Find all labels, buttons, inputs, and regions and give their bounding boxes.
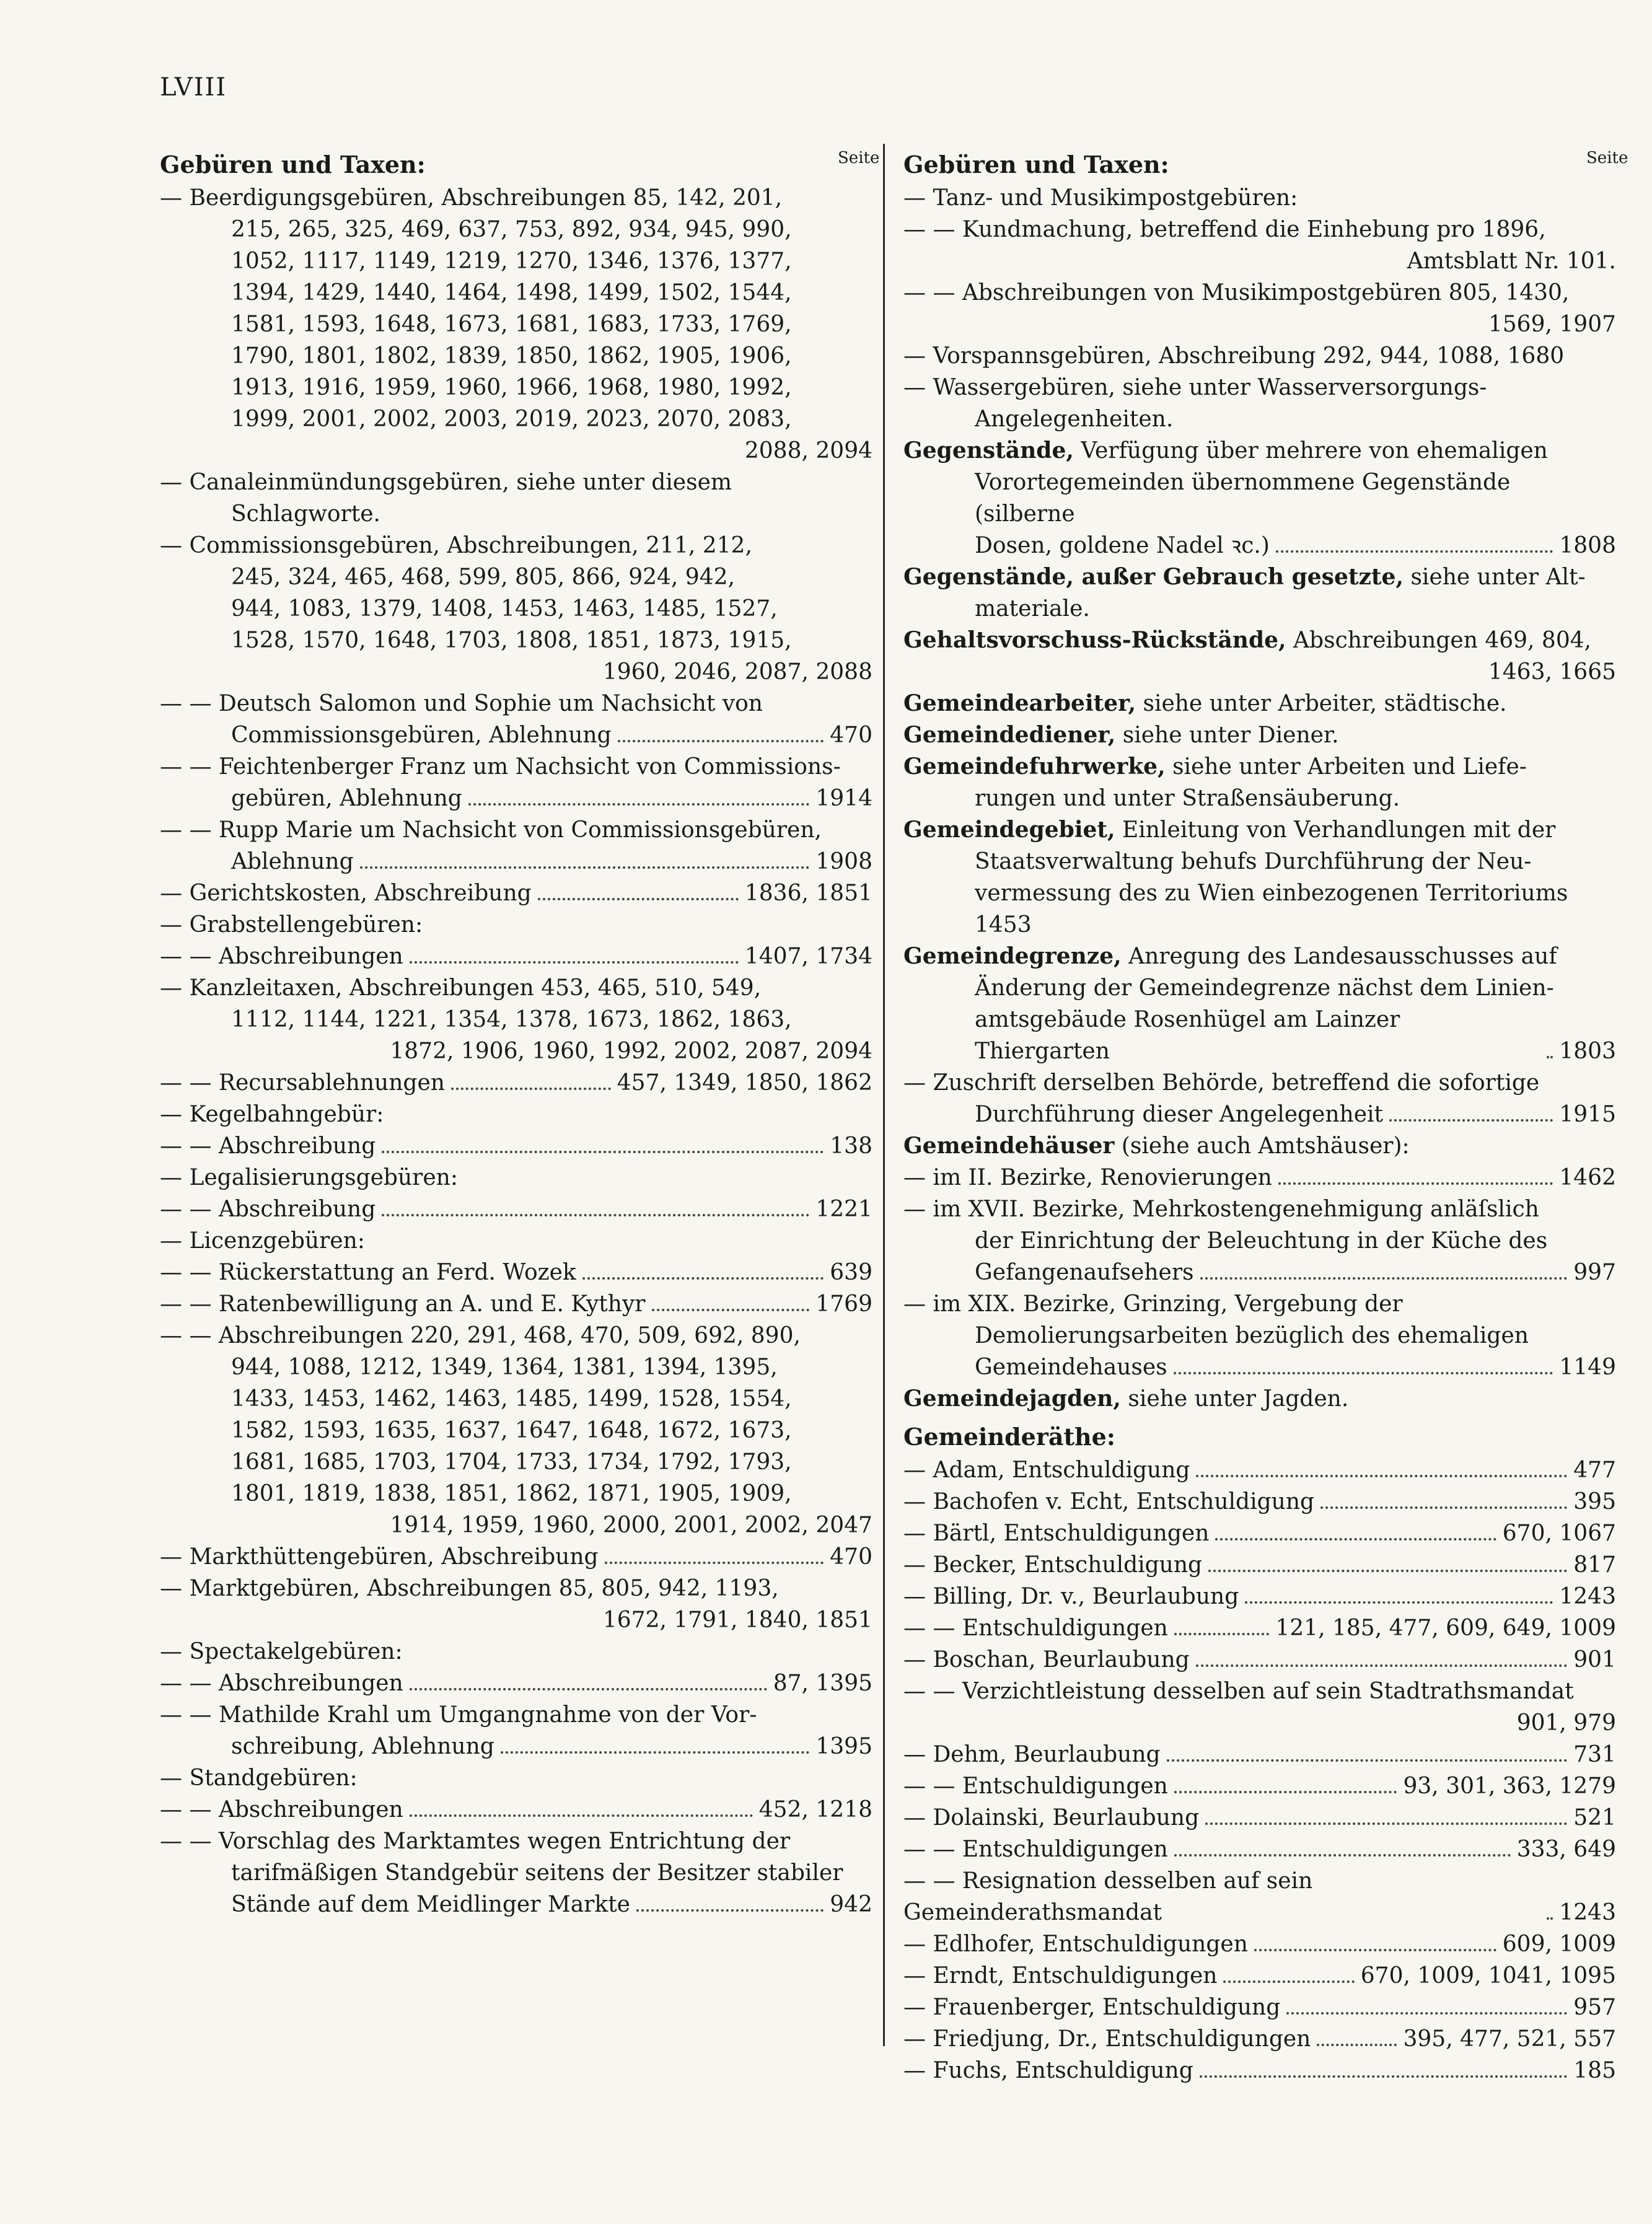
index-entry: — Spectakelgebüren: [160,1639,403,1664]
index-entry: — Marktgebüren, Abschreibungen 85, 805, 942, 1193, 1672, 1791, 1840, 1851 [160,1576,872,1633]
index-entry: — — Mathilde Krahl um Umgangnahme von der Vor- schreibung, Ablehnung 1395 [160,1702,872,1759]
index-entry: Gemeindehäuser (siehe auch Amtshäuser): [903,1133,1410,1159]
column-divider [883,144,885,2046]
index-entry: — Erndt, Entschuldigungen 670, 1009, 1041, 1095 [903,1963,1616,1989]
index-entry: — Edlhofer, Entschuldigungen 609, 1009 [903,1932,1616,1957]
index-entry: — Bachofen v. Echt, Entschuldigung 395 [903,1489,1616,1514]
index-entry: — Licenzgebüren: [160,1228,365,1254]
index-entry: — Dehm, Beurlaubung 731 [903,1742,1616,1767]
index-entry: Gegenstände, Verfügung über mehrere von ehemaligen Vorortegemeinden übernommene Gegenstände (silberne Dosen, goldene Nadel ꝛc.) 1808 [903,437,1616,558]
index-entry: Gemeindediener, siehe unter Diener. [903,722,1339,748]
index-entry: Gemeindefuhrwerke, siehe unter Arbeiten und Liefe- rungen und unter Straßensäuberung. [903,754,1527,811]
index-entry: — — Resignation desselben auf sein Gemeinderathsmandat 1243 [903,1868,1616,1925]
index-entry: Gemeindearbeiter, siehe unter Arbeiter, städtische. [903,690,1507,716]
index-entry: — — Abschreibung 138 [160,1133,872,1159]
index-entry: — — Entschuldigungen 121, 185, 477, 609, 649, 1009 [903,1615,1616,1641]
index-entry: — Wassergebüren, siehe unter Wasserversorgungs- Angelegenheiten. [903,375,1487,432]
index-entry: — Boschan, Beurlaubung 901 [903,1647,1616,1672]
index-entry: — — Entschuldigungen 333, 649 [903,1837,1616,1862]
section-heading: Gemeinderäthe: [903,1423,1115,1451]
index-entry: — Adam, Entschuldigung 477 [903,1457,1616,1483]
section-heading: Gebüren und Taxen: [903,151,1169,178]
index-entry: — Bärtl, Entschuldigungen 670, 1067 [903,1521,1616,1546]
index-entry: — Gerichtskosten, Abschreibung 1836, 1851 [160,881,872,906]
index-entry: — Tanz- und Musikimpostgebüren: [903,185,1298,211]
index-entry: — Vorspannsgebüren, Abschreibung 292, 944, 1088, 1680 [903,343,1565,369]
index-entry: Gegenstände, außer Gebrauch gesetzte, siehe unter Alt- materiale. [903,564,1586,622]
index-entry: — — Abschreibungen von Musikimpostgebüren 805, 1430, 1569, 1907 [903,280,1616,337]
index-entry: — — Deutsch Salomon und Sophie um Nachsicht von Commissionsgebüren, Ablehnung 470 [160,691,872,748]
index-entry: — im XVII. Bezirke, Mehrkostengenehmigung anläſslich der Einrichtung der Beleuchtung in der Küche des Gefangenaufsehers 997 [903,1197,1616,1285]
index-entry: — — Verzichtleistung desselben auf sein Stadtrathsmandat 901, 979 [903,1679,1616,1736]
index-entry: — — Abschreibungen 220, 291, 468, 470, 509, 692, 890, 944, 1088, 1212, 1349, 1364, 1381, 1394, 1395, 1433, 1453, 1462, 1463, 1485, 1499, 1528, 1554, 1582, 1593, 1635, 1637, 1647, 1648, 1672, 1673, 1681, 1685, 1703, 1704, 1733, 1734, 1792, 1793, 1801, 1819, 1838, 1851, 1862, 1871, 1905, 1909, 1914, 1959, 1960, 2000, 2001, 2002, 2047 [160,1323,872,1538]
page-number: LVIII [160,73,227,102]
index-entry: — — Abschreibungen 87, 1395 [160,1671,872,1696]
index-entry: — Dolainski, Beurlaubung 521 [903,1805,1616,1831]
index-entry: — — Entschuldigungen 93, 301, 363, 1279 [903,1773,1616,1799]
index-entry: — Canaleinmündungsgebüren, siehe unter diesem Schlagworte. [160,470,732,527]
index-entry: — Beerdigungsgebüren, Abschreibungen 85, 142, 201, 215, 265, 325, 469, 637, 753, 892, 934, 945, 990, 1052, 1117, 1149, 1219, 1270, 1346, 1376, 1377, 1394, 1429, 1440, 1464, 1498, 1499, 1502, 1544, 1581, 1593, 1648, 1673, 1681, 1683, 1733, 1769, 1790, 1801, 1802, 1839, 1850, 1862, 1905, 1906, 1913, 1916, 1959, 1960, 1966, 1968, 1980, 1992, 1999, 2001, 2002, 2003, 2019, 2023, 2070, 2083, 2088, 2094 [160,185,872,464]
index-entry: — — Rupp Marie um Nachsicht von Commissionsgebüren, Ablehnung 1908 [160,817,872,874]
index-entry: — — Abschreibung 1221 [160,1197,872,1222]
index-entry: — Standgebüren: [160,1765,358,1791]
index-entry: — im II. Bezirke, Renovierungen 1462 [903,1165,1616,1190]
index-entry: — Billing, Dr. v., Beurlaubung 1243 [903,1584,1616,1609]
index-entry: — — Recursablehnungen 457, 1349, 1850, 1862 [160,1070,872,1096]
index-entry: — — Vorschlag des Marktamtes wegen Entrichtung der tarifmäßigen Standgebür seitens der Besitzer stabiler Stände auf dem Meidlinger Markte 942 [160,1829,872,1917]
left-column [160,143,872,1920]
index-entry: — — Ratenbewilligung an A. und E. Kythyr 1769 [160,1291,872,1317]
index-entry: — Legalisierungsgebüren: [160,1165,458,1190]
seite-label-right: Seite [1586,149,1628,167]
index-entry: — Kegelbahngebür: [160,1102,384,1127]
index-entry: — — Feichtenberger Franz um Nachsicht von Commissions- gebüren, Ablehnung 1914 [160,754,872,811]
index-entry: Gemeindegrenze, Anregung des Landesausschusses auf Änderung der Gemeindegrenze nächst dem Linien- amtsgebäude Rosenhügel am Lainzer Thiergarten 1803 [903,943,1616,1064]
index-entry: — Grabstellengebüren: [160,912,423,938]
index-entry: — Kanzleitaxen, Abschreibungen 453, 465, 510, 549, 1112, 1144, 1221, 1354, 1378, 1673, 1862, 1863, 1872, 1906, 1960, 1992, 2002, 2087, 2094 [160,975,872,1064]
index-entry: — Commissionsgebüren, Abschreibungen, 211, 212, 245, 324, 465, 468, 599, 805, 866, 924, 942, 944, 1083, 1379, 1408, 1453, 1463, 1485, 1527, 1528, 1570, 1648, 1703, 1808, 1851, 1873, 1915, 1960, 2046, 2087, 2088 [160,533,872,685]
section-heading: Gebüren und Taxen: [160,151,426,178]
seite-label-left: Seite [838,149,880,167]
index-entry: — im XIX. Bezirke, Grinzing, Vergebung der Demolierungsarbeiten bezüglich des ehemaligen Gemeindehauses 1149 [903,1291,1616,1380]
index-entry: Gemeindegebiet, Einleitung von Verhandlungen mit der Staatsverwaltung behufs Durchführung der Neu- vermessung des zu Wien einbezogenen Territoriums 1453 [903,817,1568,938]
index-entry: — Zuschrift derselben Behörde, betreffend die sofortige Durchführung dieser Angelegenheit 1915 [903,1070,1616,1127]
index-entry: — Becker, Entschuldigung 817 [903,1552,1616,1578]
index-entry: — Markthüttengebüren, Abschreibung 470 [160,1544,872,1570]
index-entry: — Frauenberger, Entschuldigung 957 [903,1995,1616,2020]
index-entry: — — Abschreibungen 1407, 1734 [160,944,872,969]
index-entry: Gehaltsvorschuss-Rückstände, Abschreibungen 469, 804, 1463, 1665 [903,627,1616,685]
index-entry: — Fuchs, Entschuldigung 185 [903,2058,1616,2083]
index-entry: — — Rückerstattung an Ferd. Wozek 639 [160,1260,872,1285]
index-entry: — Friedjung, Dr., Entschuldigungen 395, 477, 521, 557 [903,2026,1616,2052]
index-entry: — — Abschreibungen 452, 1218 [160,1797,872,1822]
right-column [903,143,1616,2086]
index-entry: Gemeindejagden, siehe unter Jagden. [903,1386,1349,1412]
index-entry: — — Kundmachung, betreffend die Einhebung pro 1896, Amtsblatt Nr. 101. [903,217,1616,274]
